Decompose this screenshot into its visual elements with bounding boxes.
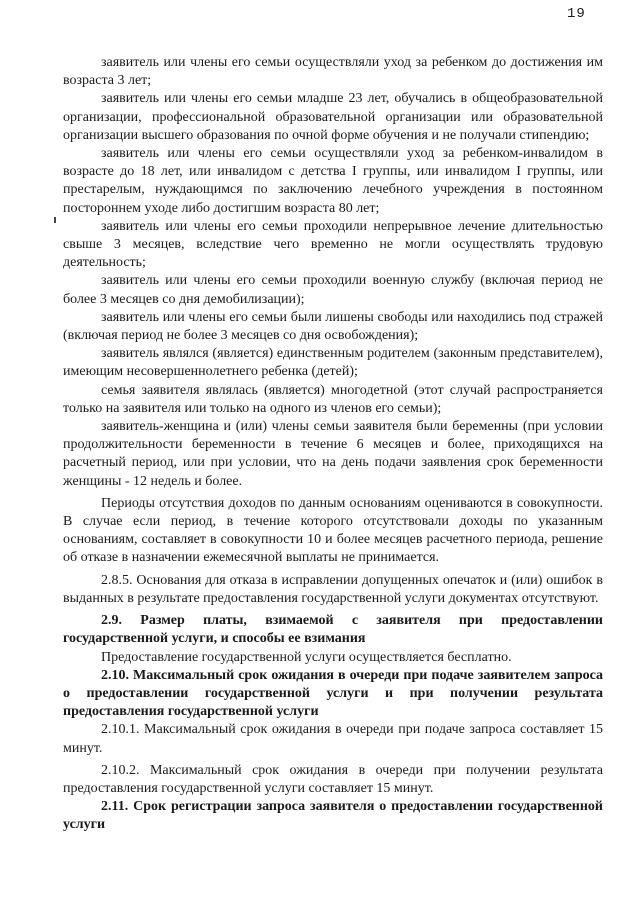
paragraph-2-10-2: 2.10.2. Максимальный срок ожидания в очереди при получении результата предоставления государственной услуги составляет 15 минут. — [63, 762, 603, 796]
section-heading-2-9: 2.9. Размер платы, взимаемой с заявителя при предоставлении государственной услуги, и способы ее взимания — [63, 613, 603, 647]
scan-artifact — [54, 217, 56, 223]
list-item-education: заявитель или члены его семьи младше 23 лет, обучались в общеобразовательной организации, профессиональной образовательной организации или образовательной организации высшего образования по очной форме обучения и не получали стипендию; — [63, 91, 603, 143]
list-item-single-parent: заявитель являлся (является) единственным родителем (законным представителем), имеющим несовершеннолетнего ребенка (детей); — [63, 346, 603, 380]
list-item-disability-care: заявитель или члены его семьи осуществляли уход за ребенком-инвалидом в возрасте до 18 лет, или инвалидом с детства I группы, или инвалидом I группы, или престарелым, нуждающимся по заключению лечебного учреждения в постоянном постороннем уходе либо достигшим возраста 80 лет; — [63, 146, 603, 216]
list-item-military-service: заявитель или члены его семьи проходили военную службу (включая период не более 3 месяцев со дня демобилизации); — [63, 273, 603, 307]
document-body — [63, 54, 603, 835]
page-number: 19 — [567, 6, 586, 22]
list-item-childcare: заявитель или члены его семьи осуществляли уход за ребенком до достижения им возраста 3 лет; — [63, 55, 603, 89]
section-heading-2-10: 2.10. Максимальный срок ожидания в очереди при подаче заявителем запроса о предоставлении государственной услуги и при получении результата предоставления государственной услуги — [63, 667, 603, 720]
paragraph-2-10-1: 2.10.1. Максимальный срок ожидания в очереди при подаче запроса составляет 15 минут. — [63, 722, 603, 756]
section-heading-2-11: 2.11. Срок регистрации запроса заявителя о предоставлении государственной услуги — [63, 799, 603, 833]
list-item-medical-treatment: заявитель или члены его семьи проходили непрерывное лечение длительностью свыше 3 месяцев, вследствие чего временно не могли осуществлять трудовую деятельность; — [63, 218, 603, 271]
list-item-pregnancy: заявитель-женщина и (или) члены семьи заявителя были беременны (при условии продолжительности беременности в течение 6 месяцев и более, приходящихся на расчетный период, или при условии, что на день подачи заявления срок беременности женщины - 12 недель и более. — [63, 419, 603, 489]
paragraph-free-service: Предоставление государственной услуги осуществляется бесплатно. — [101, 649, 512, 665]
paragraph-periods-assessment: Периоды отсутствия доходов по данным основаниям оцениваются в совокупности. В случае если период, в течение которого отсутствовали доходы по указанным основаниям, составляет в совокупности 10 и более месяцев расчетного периода, решение об отказе в назначении ежемесячной выплаты не принимается. — [63, 495, 603, 566]
list-item-imprisonment: заявитель или члены его семьи были лишены свободы или находились под стражей (включая период не более 3 месяцев со дня освобождения); — [63, 309, 603, 344]
list-item-large-family: семья заявителя являлась (является) многодетной (этот случай распространяется только на заявителя или только на одного из членов его семьи); — [63, 382, 603, 416]
paragraph-2-8-5: 2.8.5. Основания для отказа в исправлении допущенных опечаток и (или) ошибок в выданных в результате предоставления государственной услуги документах отсутствуют. — [63, 572, 603, 606]
